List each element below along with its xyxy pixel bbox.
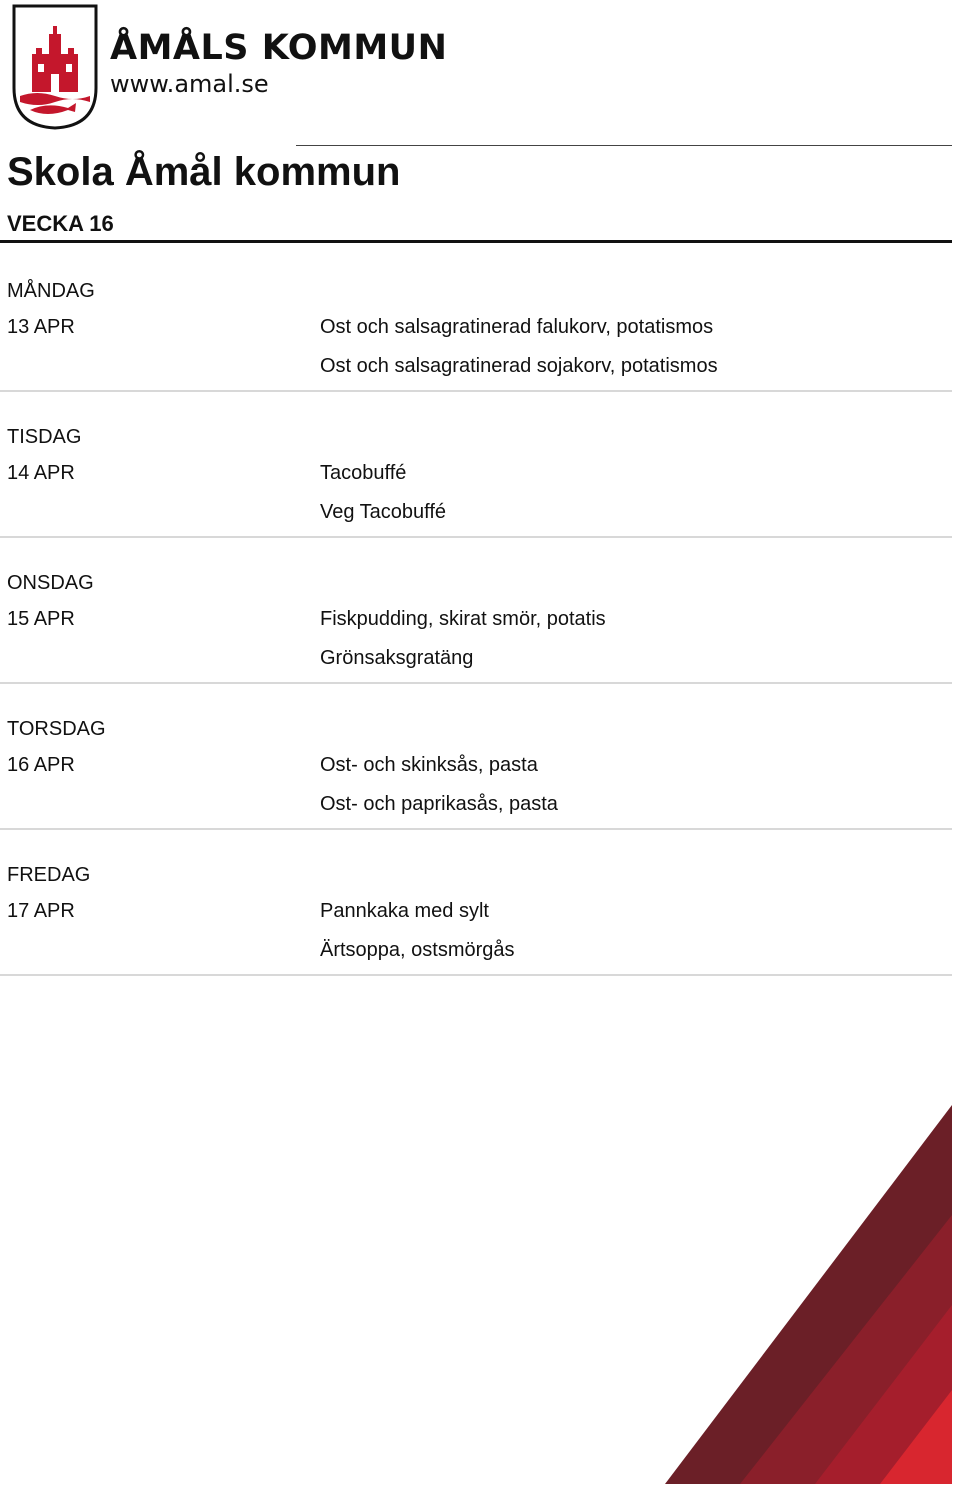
- corner-band-dark: [665, 1105, 952, 1484]
- day-name: TORSDAG: [7, 718, 106, 740]
- day-name: ONSDAG: [7, 572, 94, 594]
- day-date: 15 APR: [7, 608, 75, 630]
- day-divider: [0, 682, 952, 684]
- day-name: MÅNDAG: [7, 280, 95, 302]
- meal-item: Ärtsoppa, ostsmörgås: [320, 939, 515, 961]
- meal-item: Ost- och skinksås, pasta: [320, 754, 538, 776]
- page-title: Skola Åmål kommun: [7, 150, 401, 194]
- meal-item: Veg Tacobuffé: [320, 501, 447, 523]
- meal-item: Ost och salsagratinerad falukorv, potatismos: [320, 316, 714, 338]
- day-divider: [0, 828, 952, 830]
- week-label: VECKA 16: [7, 211, 114, 236]
- meal-item: Ost och salsagratinerad sojakorv, potatismos: [320, 355, 718, 377]
- week-divider: [0, 240, 952, 243]
- header-divider: [296, 145, 952, 146]
- brand-url[interactable]: www.amal.se: [110, 70, 269, 98]
- day-date: 17 APR: [7, 900, 75, 922]
- day-date: 16 APR: [7, 754, 75, 776]
- corner-band-bright: [880, 1390, 952, 1484]
- corner-band-light: [815, 1305, 952, 1484]
- day-divider: [0, 536, 952, 538]
- day-name: TISDAG: [7, 426, 82, 448]
- meal-item: Fiskpudding, skirat smör, potatis: [320, 608, 606, 630]
- meal-item: Grönsaksgratäng: [320, 647, 474, 669]
- municipal-coat-of-arms-icon: [12, 4, 98, 130]
- day-date: 14 APR: [7, 462, 75, 484]
- meal-item: Ost- och paprikasås, pasta: [320, 793, 558, 815]
- day-divider: [0, 390, 952, 392]
- corner-band-mid: [740, 1215, 952, 1484]
- meal-item: Pannkaka med sylt: [320, 900, 489, 922]
- day-divider: [0, 974, 952, 976]
- brand-name: ÅMÅLS KOMMUN: [110, 28, 448, 68]
- meal-item: Tacobuffé: [320, 462, 407, 484]
- day-name: FREDAG: [7, 864, 91, 886]
- day-date: 13 APR: [7, 316, 75, 338]
